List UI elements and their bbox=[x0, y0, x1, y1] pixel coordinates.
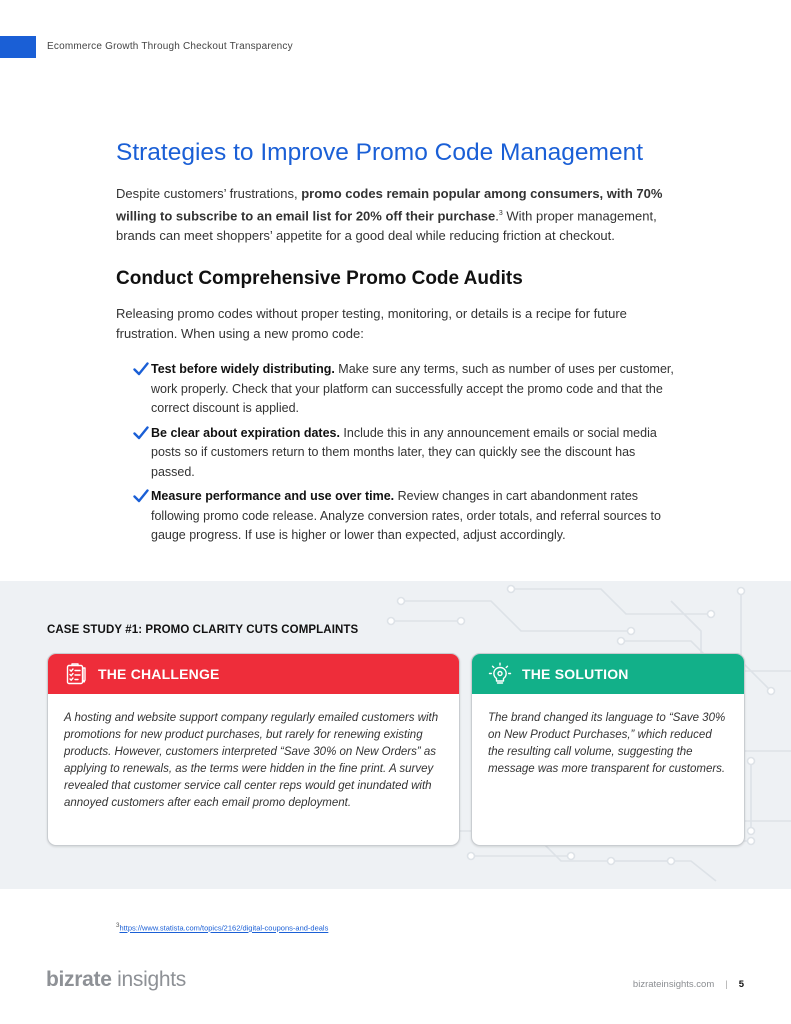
challenge-text: A hosting and website support company regularly emailed customers with promotions for new product purchases, but rarely for renewing existing products. However, customers interpreted “Save 30% on New Orders” as applying to renewals, as the terms were hidden in the fine print. A survey revealed that customer service call center reps would get inundated with annoyed customers after each email promo deployment. bbox=[64, 712, 439, 809]
list-item bbox=[116, 360, 676, 419]
solution-heading: THE SOLUTION bbox=[522, 666, 629, 682]
solution-card bbox=[471, 653, 745, 846]
checkmark-icon bbox=[133, 488, 149, 504]
brand-bold: bizrate bbox=[46, 968, 112, 991]
challenge-heading: THE CHALLENGE bbox=[98, 666, 220, 682]
challenge-header bbox=[48, 654, 459, 694]
header-accent-bar bbox=[0, 36, 36, 58]
page-footer bbox=[633, 979, 744, 990]
section-heading: Conduct Comprehensive Promo Code Audits bbox=[116, 268, 523, 289]
list-item-text: Include this in any announcement emails or social media posts so if customers return to them months later, they can quickly see the discount has passed. bbox=[151, 425, 657, 479]
page-number: 5 bbox=[738, 979, 744, 990]
list-item-text: Make sure any terms, such as number of uses per customer, work properly. Check that your platform can successfully accept the promo code and that the correct discount is applied. bbox=[151, 362, 674, 415]
challenge-card bbox=[47, 653, 460, 846]
brand-light: insights bbox=[111, 968, 186, 991]
solution-header bbox=[472, 654, 744, 694]
page-title: Strategies to Improve Promo Code Management bbox=[116, 139, 644, 166]
list-item bbox=[116, 487, 676, 546]
solution-text: The brand changed its language to “Save 30% on New Product Purchases,” which reduced the resulting call volume, suggesting the message was more transparent for customers. bbox=[488, 712, 726, 775]
list-item-title: Measure performance and use over time. bbox=[151, 489, 395, 503]
footer-separator: | bbox=[725, 979, 728, 990]
clipboard-checklist-icon bbox=[64, 662, 88, 686]
lead-paragraph: Releasing promo codes without proper testing, monitoring, or details is a recipe for future frustration. When using a new promo code: bbox=[116, 306, 627, 341]
intro-bold: promo codes remain popular among consumers, with 70% willing to subscribe to an email list for 20% off their purchase bbox=[116, 186, 663, 224]
footnote-ref: 3 bbox=[498, 210, 503, 217]
lightbulb-gear-icon bbox=[488, 662, 512, 686]
footnote-number: 3 bbox=[116, 922, 120, 929]
list-item-title: Test before widely distributing. bbox=[151, 362, 335, 376]
intro-paragraph bbox=[116, 184, 681, 246]
brand-logo bbox=[46, 968, 186, 992]
checkmark-icon bbox=[133, 361, 149, 377]
list-item-text: Review changes in cart abandonment rates following promo code release. Analyze conversion rates, order totals, and referral sources to gauge progress. If use is higher or lower than expected, adjust accordingly. bbox=[151, 489, 661, 542]
list-item-title: Be clear about expiration dates. bbox=[151, 425, 340, 440]
list-item bbox=[116, 424, 676, 483]
footer-site: bizrateinsights.com bbox=[632, 979, 715, 990]
footnote bbox=[116, 922, 328, 933]
case-study-title: CASE STUDY #1: PROMO CLARITY CUTS COMPLAINTS bbox=[47, 624, 359, 636]
intro-text-1: Despite customers’ frustrations, bbox=[116, 186, 302, 201]
running-header: Ecommerce Growth Through Checkout Transparency bbox=[47, 41, 293, 52]
intro-text-2: With proper management, brands can meet shoppers’ appetite for a good deal while reducing friction at checkout. bbox=[116, 208, 657, 244]
intro-period: . bbox=[495, 208, 499, 224]
checklist bbox=[116, 360, 676, 551]
footnote-link[interactable]: https://www.statista.com/topics/2162/digital-coupons-and-deals bbox=[119, 923, 329, 933]
checkmark-icon bbox=[133, 425, 149, 441]
